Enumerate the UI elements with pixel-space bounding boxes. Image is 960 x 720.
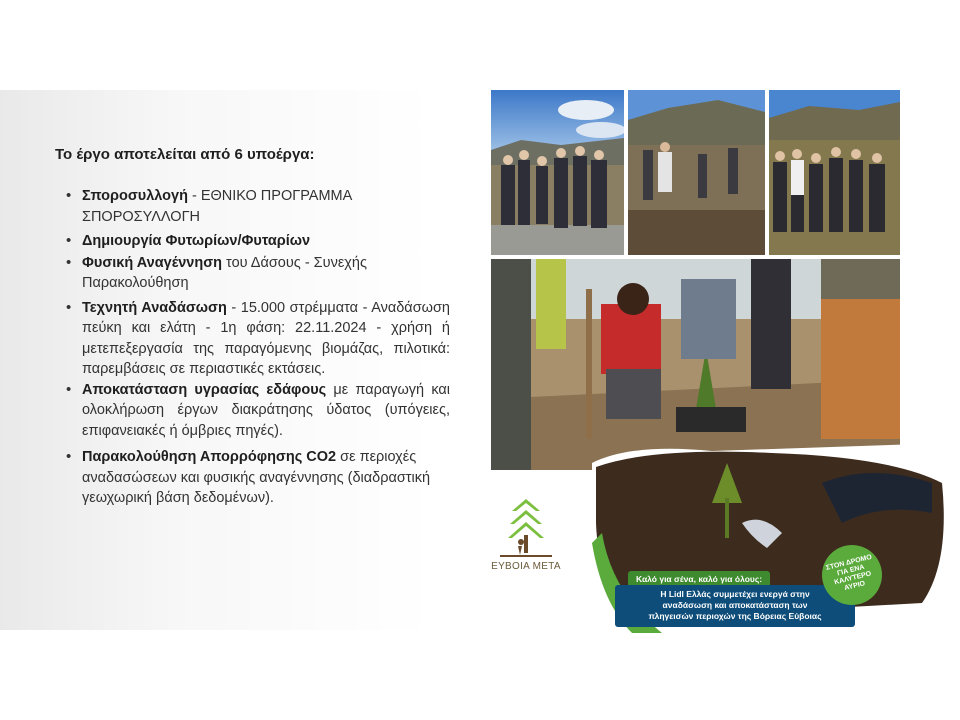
logo-text: ΕΥΒΟΙΑ ΜΕΤΑ — [491, 561, 561, 572]
photo-group-field — [769, 90, 900, 255]
banner-line-2: αναδάσωση και αποκατάσταση των — [662, 600, 808, 610]
subproject-list — [62, 186, 450, 509]
item-text: - ΕΘΝΙΚΟ ΠΡΟΓΡΑΜΜΑ ΣΠΟΡΟΣΥΛΛΟΓΗ — [82, 188, 352, 225]
item-title: Παρακολούθηση Απορρόφησης CO2 — [82, 449, 337, 465]
list-item — [62, 298, 450, 380]
item-title: Δημιουργία Φυτωρίων/Φυταρίων — [82, 233, 311, 249]
list-item — [62, 186, 450, 227]
photo-hillside-planting — [628, 90, 765, 255]
banner-line-3: πληγεισών περιοχών της Βόρειας Εύβοιας — [648, 611, 822, 621]
item-text: σε περιοχές αναδασώσεων και φυσικής αναγέννησης (διαδραστική γεωχωρική βάση δεδομένων). — [82, 449, 431, 506]
item-title: Σποροσυλλογή — [82, 188, 188, 204]
photo-group-mountain — [491, 90, 624, 255]
photo-student-planting — [491, 259, 900, 470]
item-title: Τεχνητή Αναδάσωση — [82, 299, 227, 316]
list-item — [62, 380, 450, 442]
section-heading: Το έργο αποτελείται από 6 υποέργα: — [55, 146, 315, 163]
badge-text: ΣΤΟΝ ΔΡΟΜΟ ΓΙΑ ΕΝΑ ΚΑΛΥΤΕΡΟ ΑΥΡΙΟ — [825, 553, 873, 593]
list-item — [62, 231, 450, 252]
item-text: - 15.000 στρέμματα - Αναδάσωση πεύκη και ελάτη - 1η φάση: 22.11.2024 - χρήση ή μετεπεξεργασία της παραγόμενης βιομάζας, πιλοτικά: παρεμβάσεις σε περιαστικές εκτάσεις. — [82, 299, 450, 377]
item-text: με παραγωγή και ολοκλήρωση έργων διακράτησης ύδατος (υπόγειες, επιφανειακές ή όμβριες πηγές). — [82, 381, 450, 439]
item-title: Φυσική Αναγέννηση — [82, 254, 223, 271]
banner-tagline: Καλό για σένα, καλό για όλους: — [628, 571, 770, 587]
item-text: του Δάσους - Συνεχής Παρακολούθηση — [82, 254, 367, 291]
item-title: Αποκατάσταση υγρασίας εδάφους — [82, 381, 327, 398]
list-item — [62, 447, 450, 509]
list-item — [62, 253, 450, 294]
banner-message — [615, 585, 855, 627]
banner-line-1: Η Lidl Ελλάς συμμετέχει ενεργά στην — [660, 589, 810, 599]
